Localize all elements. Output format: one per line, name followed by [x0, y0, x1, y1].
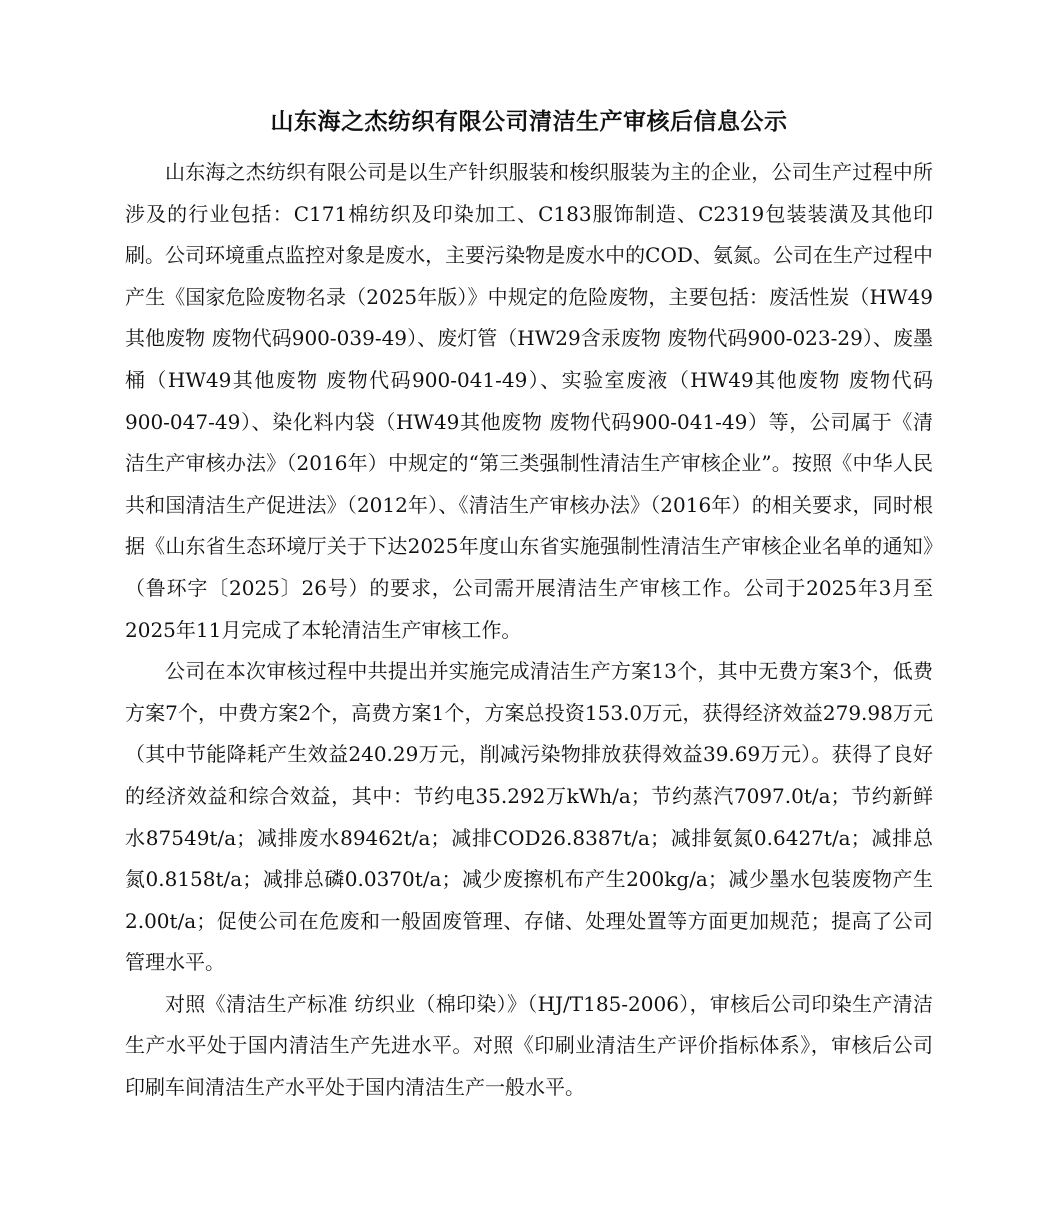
paragraph-audit-results: 公司在本次审核过程中共提出并实施完成清洁生产方案13个，其中无费方案3个，低费方案7个，中费方案2个，高费方案1个，方案总投资153.0万元，获得经济效益279.98万元（其中节能降耗产生效益240.29万元，削减污染物排放获得效益39.69万元）。获得了良好的经济效益和综合效益，其中：节约电35.292万kWh/a；节约蒸汽7097.0t/a；节约新鲜水87549t/a；减排废水89462t/a；减排COD26.8387t/a；减排氨氮0.6427t/a；减排总氮0.8158t/a；减排总磷0.0370t/a；减少废擦机布产生200kg/a；减少墨水包装废物产生2.00t/a；促使公司在危废和一般固废管理、存储、处理处置等方面更加规范；提高了公司管理水平。 — [125, 659, 933, 975]
paragraph-cleaner-production-level: 对照《清洁生产标准 纺织业（棉印染）》（HJ/T185-2006），审核后公司印染生产清洁生产水平处于国内清洁生产先进水平。对照《印刷业清洁生产评价指标体系》，审核后公司印刷车间清洁生产水平处于国内清洁生产一般水平。 — [125, 991, 933, 1100]
document-page — [125, 98, 933, 1109]
paragraph-company-overview: 山东海之杰纺织有限公司是以生产针织服装和梭织服装为主的企业，公司生产过程中所涉及的行业包括：C171棉纺织及印染加工、C183服饰制造、C2319包装装潢及其他印刷。公司环境重点监控对象是废水，主要污染物是废水中的COD、氨氮。公司在生产过程中产生《国家危险废物名录（2025年版）》中规定的危险废物，主要包括：废活性炭（HW49其他废物 废物代码900-039-49）、废灯管（HW29含汞废物 废物代码900-023-29）、废墨桶（HW49其他废物 废物代码900-041-49）、实验室废液（HW49其他废物 废物代码900-047-49）、染化料内袋（HW49其他废物 废物代码900-041-49）等，公司属于《清洁生产审核办法》（2016年）中规定的“第三类强制性清洁生产审核企业”。按照《中华人民共和国清洁生产促进法》（2012年）、《清洁生产审核办法》（2016年）的相关要求，同时根据《山东省生态环境厅关于下达2025年度山东省实施强制性清洁生产审核企业名单的通知》（鲁环字〔2025〕26号）的要求，公司需开展清洁生产审核工作。公司于2025年3月至2025年11月完成了本轮清洁生产审核工作。 — [125, 160, 933, 642]
document-title: 山东海之杰纺织有限公司清洁生产审核后信息公示 — [270, 108, 788, 135]
